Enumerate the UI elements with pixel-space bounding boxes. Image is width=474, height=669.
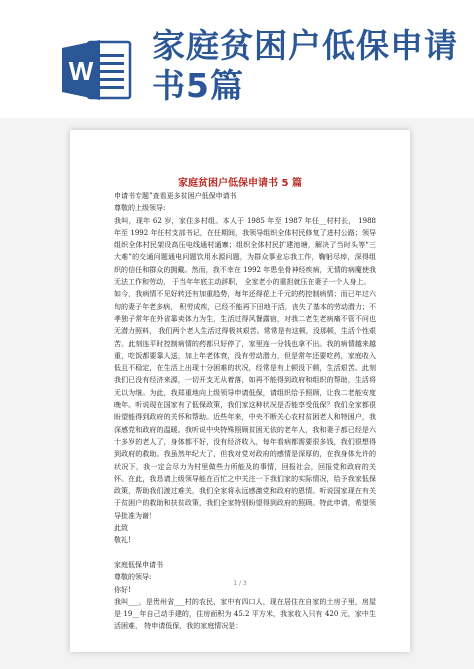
document-body [114, 190, 376, 633]
document-page [70, 130, 410, 652]
document-preview-area [0, 118, 474, 669]
paragraph-salutation: 尊敬的上级领导: [114, 204, 166, 213]
paragraph-greeting: 你好! [114, 585, 131, 594]
word-document-icon [62, 38, 132, 102]
paragraph-situation: 如今，我病情不见好转还有加重趋势，每年还得花上千元的药控制病情；而已年过六旬的妻子年老多病， 积劳成疾，已经不能再下田地干活，丧失了基本的劳动潜力；不孝独子常年在外省靠卖体力为生，生活过得风餐露宿，对我二老生老病痛不管不问也无潜力照料， 我们两个老人生活过得极其艰苦。常常是有这顿，没那顿，生活个性艰苦。此刻连平时控制病情的药都只好停了，家里连一分钱也拿不出。我的病情越来越重，吃饭都要靠人送，加上年老体衰，没有劳动潜力，但是常年还要吃药，家庭收入低且不稳定，在生活上出现十分困难的状况，经常是有上顿没下顿，生活艰苦。此刻我们已没有经济来源，一切开支无从着落，如再不能得到政府和组织的帮助，生活将无以为继。为此，我郑重地向上级领导申请低保，请组织给予照顾，让我二老能安度晚年。听说现在国家有了低保政策，我们家这种状况是否能享受低保？我们全家都很盼望能得到政府的关怀和帮助。近些年来，中央不断关心农村贫困老人和特困户，我深感党和政府的温暖。我听说中央特殊照顾贫困无依的老年人，我和妻子都已经是六十多岁的老人了，身体都不好，没有经济收入，每年看病都需要很多钱，我们很想得到政府的救助。我虽然年纪大了，但我对党对政府的感情是深厚的，在我身体允许的状况下，我一定会尽力为村里做些力所能及的事情，回报社会，回报党和政府的关怀。在此，我恳请上级领导能在百忙之中关注一下我们家的实际情况，给予我家低保政策，帮助我们渡过难关，我们全家将永远感激党和政府的恩情。听说国家现在有关于贫困户的救助和扶贫政策，我们全家特别盼望得到政府的照顾。特此申请，希望领导批准为谢！ [114, 290, 376, 520]
paragraph-second-salutation: 尊敬的领导: [114, 573, 152, 582]
paragraph-closing-1: 此致 [114, 524, 128, 533]
word-logo-letter: W [68, 56, 94, 86]
paragraph-intro: 我叫，现年 62 岁，家住多村组。本人于 1985 年至 1987 年任__村村长， 1988 年至 1992 年任村支部书记，在任期间，我领导组织全体村民修复了进村公路；领导组织全体村民架设高压电线通村通寨；组织全体村民扩建池塘，解决了当时头等“三大难”的交通问题通电问题饮用水源问题，为群众事业忘我工作，鞠躬尽瘁，深得组织的信任和群众的拥戴。然而，我不幸在 1992 年患坐骨神经疾病，无情的病魔使我无法工作和劳动， 于当年年底主动辞职， 全家老小的重担就压在妻子一个人身上。 [114, 216, 376, 287]
banner-title: 家庭贫困户低保申请书5篇 [152, 26, 458, 105]
paragraph-closing-2: 敬礼! [114, 536, 131, 545]
paragraph-second-intro: 我叫___，是贵州省___村的农民，家中有四口人，现在居住在自家的土房子里，房屋是 19__年自己动手建的，住房面积为 45.2 平方米，我家收入只有 420 元，家中生活困难， 特申请低保，我的家庭情况是： [114, 597, 376, 631]
paragraph-source-note: 申请书专题”查看更多贫困户低保申请书 [114, 192, 237, 200]
document-title: 家庭贫困户低保申请书 5 篇 [178, 178, 302, 189]
paragraph-second-title: 家庭低保申请书 [114, 560, 163, 569]
title-banner [0, 0, 474, 118]
page-number: 1 / 3 [233, 580, 247, 587]
